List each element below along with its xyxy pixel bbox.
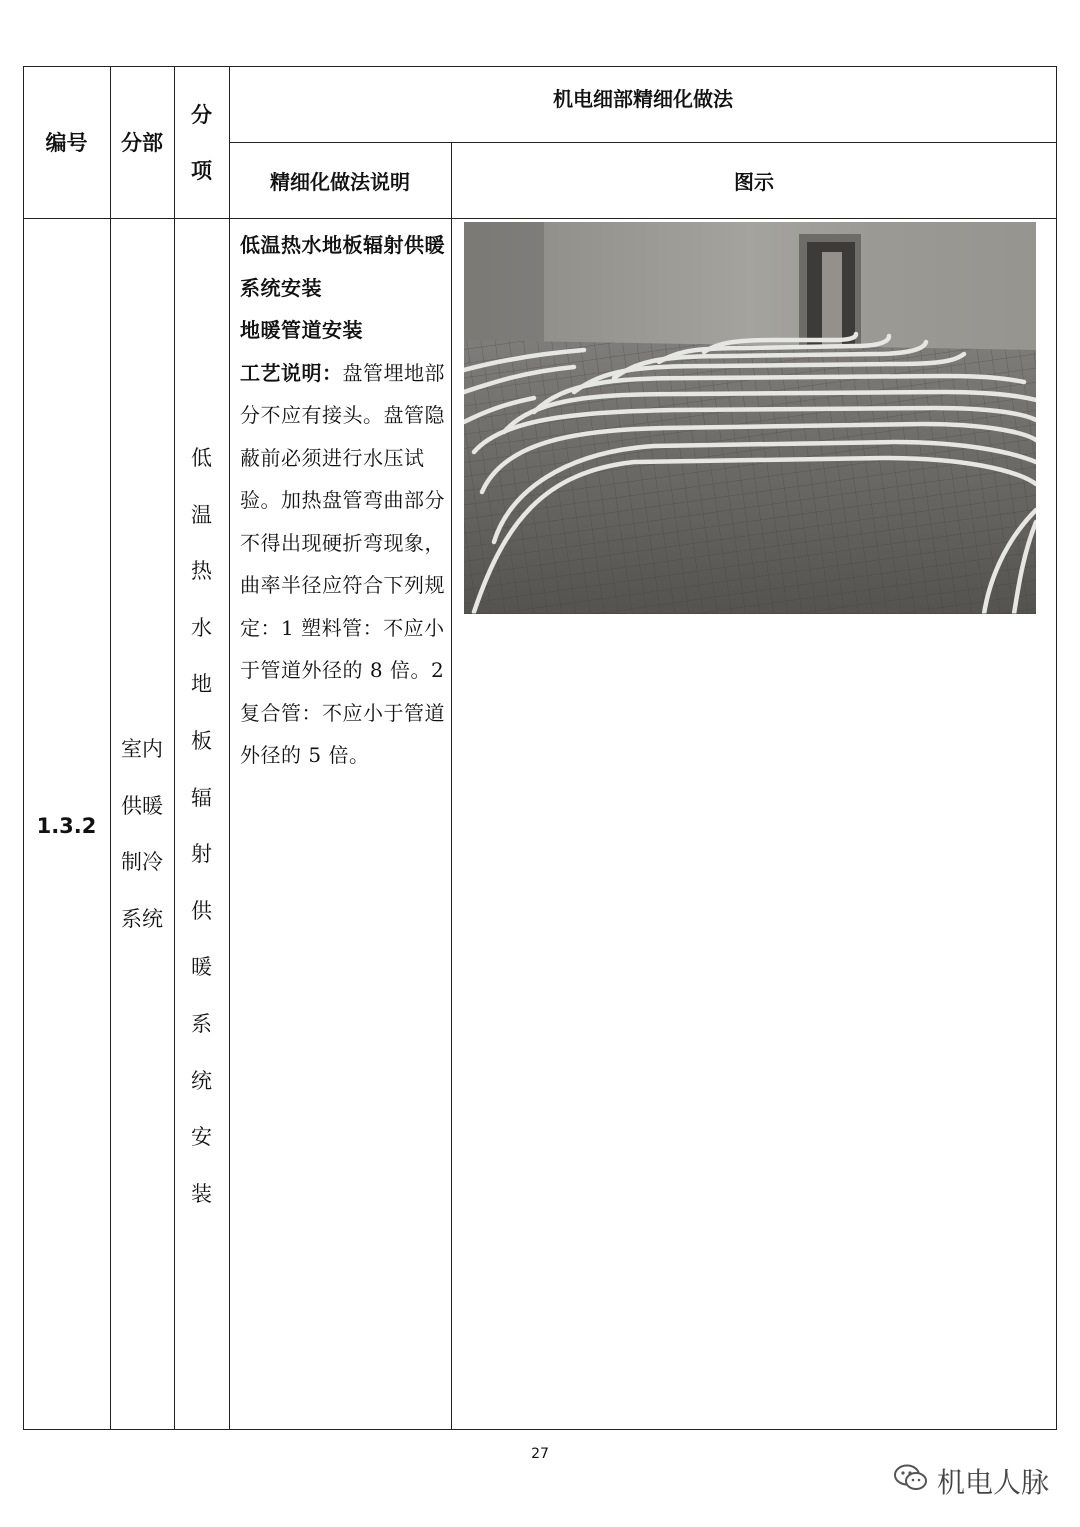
item-char: 低 [191,446,212,470]
item-char: 安 [191,1125,212,1150]
desc-body: 盘管埋地部分不应有接头。盘管隐蔽前必须进行水压试验。加热盘管弯曲部分不得出现硬折弯现象，曲率半径应符合下列规定：1 塑料管：不应小于管道外径的 8 倍。2 复合管：不应小于管道外径的 5 倍。 [240,360,445,767]
header-item-char-1: 分 [191,103,212,127]
item-char: 供 [191,898,212,923]
desc-body-wrapper [240,361,445,768]
spec-table [23,66,1057,1430]
header-bottom-line [23,218,1057,219]
item-char: 系 [191,1011,212,1036]
row-number: 1.3.2 [36,814,97,838]
row-division [110,721,174,947]
col-divider-3 [229,66,230,1430]
header-item-char-2: 项 [191,159,212,183]
wechat-icon [893,1463,929,1500]
header-illustration: 图示 [734,169,774,194]
header-item [174,66,229,218]
item-char: 水 [191,615,212,640]
table-border-left [23,66,24,1430]
item-char: 统 [191,1068,212,1093]
item-char: 板 [191,728,212,753]
division-line: 制冷 [121,850,163,874]
table-border-bottom [23,1429,1057,1430]
header-description: 精细化做法说明 [270,169,410,194]
item-char: 暖 [191,955,212,980]
row-description [240,224,445,777]
desc-title-1: 低温热水地板辐射供暖系统安装 [240,233,445,300]
item-char: 辐 [191,785,212,810]
item-char: 装 [191,1181,212,1206]
item-char: 温 [191,502,212,527]
header-group-title: 机电细部精细化做法 [553,86,733,111]
row-item [174,430,229,1222]
floor-heating-photo [464,222,1036,614]
desc-label: 工艺说明： [240,360,343,385]
watermark [893,1461,1049,1501]
header-division: 分部 [121,131,163,155]
division-line: 系统 [121,906,163,931]
table-border-right [1056,66,1057,1430]
division-line: 供暖 [121,793,163,818]
header-number: 编号 [45,131,88,155]
item-char: 地 [191,672,212,697]
item-char: 射 [191,842,212,867]
division-line: 室内 [121,737,163,761]
col-divider-4 [451,142,452,1430]
desc-title-2: 地暖管道安装 [240,318,363,342]
page-number: 27 [531,1446,549,1462]
item-char: 热 [191,559,212,584]
watermark-text: 机电人脉 [937,1466,1050,1499]
